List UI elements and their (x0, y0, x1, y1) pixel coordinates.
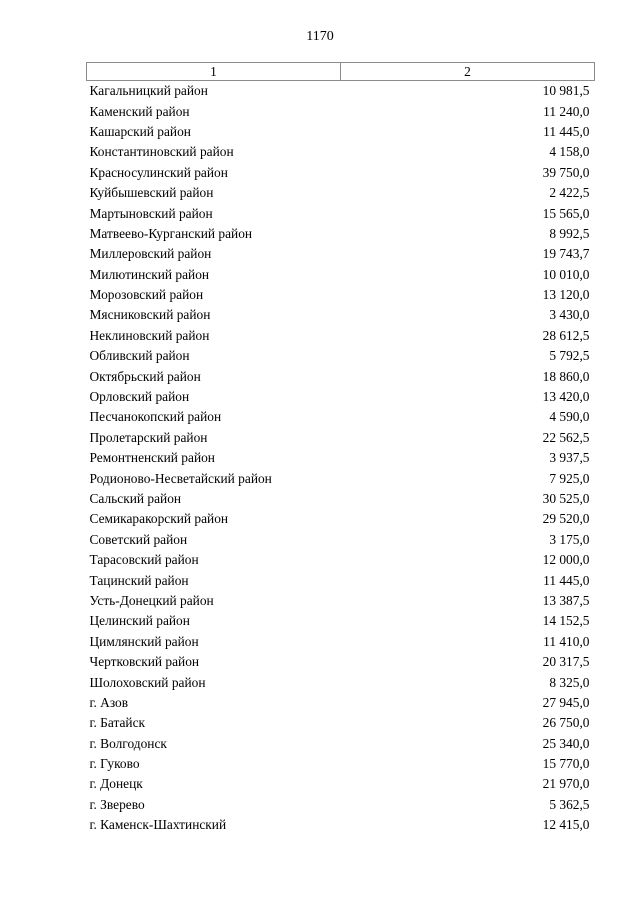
table-row (87, 101, 595, 121)
municipality-name: г. Волгодонск (89, 735, 167, 751)
amount-value: 8 325,0 (549, 674, 590, 690)
table-row (87, 224, 595, 244)
amount-value: 21 970,0 (542, 776, 590, 792)
table-row (87, 713, 595, 733)
municipality-name: Кашарский район (89, 123, 191, 139)
municipality-name: Константиновский район (89, 144, 234, 160)
amount-value: 12 415,0 (542, 817, 590, 833)
amount-value: 4 158,0 (549, 144, 590, 160)
amount-value: 13 387,5 (542, 592, 590, 608)
municipality-name: Сальский район (89, 491, 182, 506)
municipality-name: Усть-Донецкий район (89, 592, 214, 608)
table-row (87, 754, 595, 774)
amount-value: 5 792,5 (549, 348, 590, 364)
amount-value: 15 770,0 (542, 756, 590, 772)
table-row (87, 407, 595, 427)
table-row (87, 203, 595, 223)
amount-value: 11 445,0 (543, 572, 590, 588)
amount-value: 11 410,0 (543, 633, 590, 649)
amount-value: 3 430,0 (549, 307, 590, 323)
amount-value: 13 420,0 (542, 389, 590, 405)
municipality-name: г. Зверево (89, 796, 145, 812)
table-body (87, 81, 595, 836)
municipality-name: Неклиновский район (89, 327, 210, 343)
amount-value: 10 010,0 (542, 266, 590, 282)
amount-value: 3 175,0 (549, 531, 590, 547)
municipality-name: Мясниковский район (89, 307, 211, 323)
municipality-name: Чертковский район (89, 654, 200, 670)
amount-value: 12 000,0 (542, 552, 590, 568)
amount-value: 19 743,7 (542, 246, 590, 262)
page-number: 1170 (306, 29, 334, 44)
amount-value: 30 525,0 (542, 491, 590, 506)
amount-value: 7 925,0 (549, 470, 590, 486)
table-row (87, 652, 595, 672)
amount-value: 15 565,0 (542, 205, 590, 221)
table-row (87, 305, 595, 325)
table-row (87, 693, 595, 713)
municipality-name: Пролетарский район (89, 429, 208, 445)
municipality-name: Матвеево-Курганский район (89, 225, 253, 241)
table-row (87, 815, 595, 835)
municipality-name: Милютинский район (89, 266, 210, 282)
municipality-name: Цимлянский район (89, 633, 199, 649)
municipality-name: г. Гуково (89, 756, 140, 772)
municipality-name: Каменский район (89, 103, 190, 119)
amount-value: 3 937,5 (549, 450, 590, 466)
amount-value: 4 590,0 (549, 409, 590, 425)
table-row (87, 530, 595, 550)
amount-value: 5 362,5 (549, 796, 590, 812)
municipality-name: Мартыновский район (89, 205, 213, 221)
municipality-name: Тарасовский район (89, 552, 199, 568)
table-row (87, 265, 595, 285)
municipality-name: Миллеровский район (89, 246, 212, 262)
municipality-name: Красносулинский район (89, 164, 228, 180)
table-row (87, 611, 595, 631)
column-header-1: 1 (87, 63, 341, 81)
table-row (87, 774, 595, 794)
amount-value: 27 945,0 (542, 694, 590, 710)
municipality-name: Шолоховский район (89, 674, 206, 690)
amount-value: 25 340,0 (542, 735, 590, 751)
municipality-name: Целинский район (89, 613, 190, 629)
municipality-name: Родионово-Несветайский район (89, 470, 272, 486)
municipality-name: г. Донецк (89, 776, 143, 792)
table-row (87, 734, 595, 754)
table-row (87, 672, 595, 692)
table-row (87, 509, 595, 529)
municipality-name: Тацинский район (89, 572, 189, 588)
table-row (87, 795, 595, 815)
table-row (87, 122, 595, 142)
table-row (87, 550, 595, 570)
table-row (87, 489, 595, 509)
amount-value: 14 152,5 (542, 613, 590, 629)
municipality-name: Октябрьский район (89, 368, 201, 384)
municipality-name: Орловский район (89, 389, 190, 405)
table-row (87, 285, 595, 305)
municipality-name: Семикаракорский район (89, 511, 229, 527)
table-row (87, 428, 595, 448)
amount-value: 8 992,5 (549, 225, 590, 241)
table-row (87, 591, 595, 611)
amount-value: 28 612,5 (542, 327, 590, 343)
amount-value: 18 860,0 (542, 368, 590, 384)
table-row (87, 570, 595, 590)
amount-value: 29 520,0 (542, 511, 590, 527)
municipality-name: Обливский район (89, 348, 190, 364)
municipality-name: Морозовский район (89, 287, 204, 303)
municipality-name: Куйбышевский район (89, 185, 214, 201)
municipality-name: г. Азов (89, 694, 129, 710)
table-row (87, 142, 595, 162)
table-row (87, 183, 595, 203)
table-row (87, 346, 595, 366)
municipality-name: Советский район (89, 531, 188, 547)
amount-value: 39 750,0 (542, 164, 590, 180)
table-row (87, 326, 595, 346)
amount-value: 11 240,0 (543, 103, 590, 119)
allocation-table (86, 62, 595, 835)
table-row (87, 632, 595, 652)
table-header-row (87, 63, 595, 81)
amount-value: 13 120,0 (542, 287, 590, 303)
table-row (87, 366, 595, 386)
table-row (87, 163, 595, 183)
municipality-name: Кагальницкий район (89, 83, 208, 99)
municipality-name: г. Батайск (89, 715, 146, 731)
amount-value: 20 317,5 (542, 654, 590, 670)
municipality-name: г. Каменск-Шахтинский (89, 817, 227, 833)
table-row (87, 81, 595, 102)
column-header-2: 2 (341, 63, 595, 81)
table-row (87, 448, 595, 468)
amount-value: 26 750,0 (542, 715, 590, 731)
table-row (87, 468, 595, 488)
municipality-name: Песчанокопский район (89, 409, 222, 425)
amount-value: 22 562,5 (542, 429, 590, 445)
table-row (87, 387, 595, 407)
amount-value: 11 445,0 (543, 123, 590, 139)
municipality-name: Ремонтненский район (89, 450, 215, 466)
amount-value: 10 981,5 (542, 83, 590, 99)
amount-value: 2 422,5 (549, 185, 590, 201)
table-row (87, 244, 595, 264)
